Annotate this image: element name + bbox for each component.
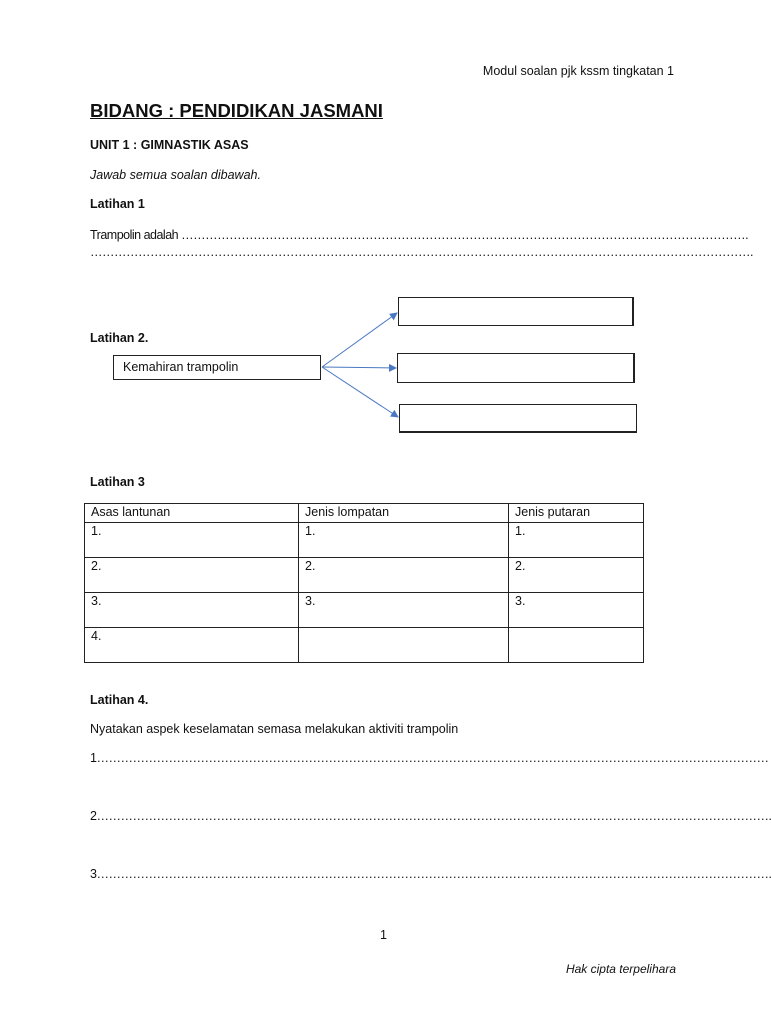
table-cell[interactable]: 4.	[85, 628, 299, 663]
table-cell[interactable]: 3.	[85, 593, 299, 628]
table-cell[interactable]	[509, 628, 644, 663]
latihan-4-answer-line-1[interactable]: 1……………………………………………………………………………………………………………………………………………………	[90, 751, 769, 765]
table-cell[interactable]: 2.	[85, 558, 299, 593]
column-header: Jenis putaran	[509, 504, 644, 523]
latihan-4-answer-line-3[interactable]: 3…………………………………………………………………………………………………………………………………………………….	[90, 867, 771, 881]
latihan-1-label: Latihan 1	[90, 197, 145, 211]
table-row	[85, 558, 644, 593]
latihan-4-label: Latihan 4.	[90, 693, 149, 707]
latihan-2-label: Latihan 2.	[90, 331, 149, 345]
instruction-text: Jawab semua soalan dibawah.	[90, 168, 261, 182]
unit-heading: UNIT 1 : GIMNASTIK ASAS	[90, 138, 249, 152]
table-row	[85, 593, 644, 628]
arrow-to-box-2	[322, 367, 396, 368]
column-header: Asas lantunan	[85, 504, 299, 523]
copyright-footer: Hak cipta terpelihara	[565, 962, 676, 976]
page-number: 1	[380, 928, 387, 942]
answer-box-1[interactable]	[398, 297, 634, 326]
latihan-4-question: Nyatakan aspek keselamatan semasa melakukan aktiviti trampolin	[90, 722, 459, 736]
latihan-4-answer-line-2[interactable]: 2…………………………………………………………………………………………………………………………………………………….	[90, 809, 771, 823]
page-title: BIDANG : PENDIDIKAN JASMANI	[90, 100, 383, 121]
kemahiran-trampolin-box: Kemahiran trampolin	[113, 355, 321, 380]
latihan-3-label: Latihan 3	[90, 475, 145, 489]
header-note: Modul soalan pjk kssm tingkatan 1	[482, 64, 674, 78]
latihan-3-table	[84, 503, 644, 663]
table-cell[interactable]: 3.	[299, 593, 509, 628]
table-cell[interactable]: 1.	[509, 523, 644, 558]
table-cell[interactable]: 3.	[509, 593, 644, 628]
table-cell[interactable]	[299, 628, 509, 663]
table-cell[interactable]: 1.	[85, 523, 299, 558]
arrow-to-box-1	[322, 313, 397, 367]
table-row	[85, 628, 644, 663]
table-row	[85, 523, 644, 558]
answer-box-2[interactable]	[397, 353, 635, 383]
table-cell[interactable]: 1.	[299, 523, 509, 558]
table-header-row	[85, 504, 644, 523]
column-header: Jenis lompatan	[299, 504, 509, 523]
table-cell[interactable]: 2.	[299, 558, 509, 593]
latihan-1-answer-line-1[interactable]: Trampolin adalah …………………………………………………………………………………………………………………………….	[90, 228, 749, 242]
arrow-to-box-3	[322, 367, 398, 417]
latihan-1-answer-line-2[interactable]: ………………………………………………………………………………………………………………………………………………….	[90, 245, 753, 259]
answer-box-3[interactable]	[399, 404, 637, 433]
table-cell[interactable]: 2.	[509, 558, 644, 593]
